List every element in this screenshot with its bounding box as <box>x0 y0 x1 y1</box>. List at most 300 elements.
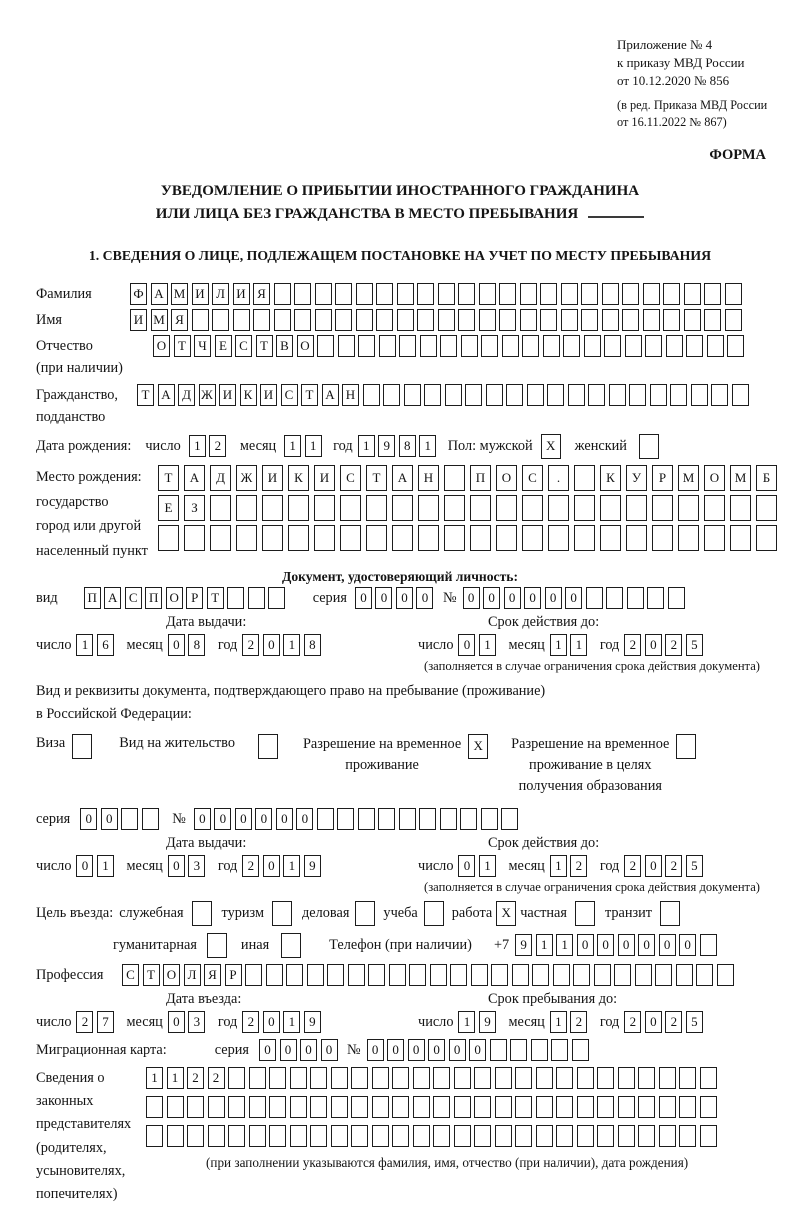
form-cell[interactable]: 0 <box>618 934 635 956</box>
form-cell[interactable] <box>515 1125 532 1147</box>
form-cell[interactable]: О <box>163 964 180 986</box>
form-cell[interactable]: 1 <box>283 855 300 877</box>
form-cell[interactable] <box>638 1067 655 1089</box>
form-cell[interactable]: П <box>470 465 491 491</box>
form-cell[interactable] <box>577 1125 594 1147</box>
form-cell[interactable] <box>208 1096 225 1118</box>
form-cell[interactable] <box>317 808 334 830</box>
form-cell[interactable] <box>756 495 777 521</box>
birth-day-cells[interactable] <box>189 435 230 457</box>
form-cell[interactable] <box>228 1096 245 1118</box>
form-cell[interactable]: 0 <box>375 587 392 609</box>
form-cell[interactable]: О <box>496 465 517 491</box>
form-cell[interactable]: А <box>151 283 168 305</box>
form-cell[interactable] <box>340 495 361 521</box>
form-cell[interactable] <box>609 384 626 406</box>
purpose-transit-checkbox[interactable] <box>660 901 680 926</box>
representatives-cells-row2[interactable] <box>146 1096 720 1118</box>
form-cell[interactable] <box>700 934 717 956</box>
form-cell[interactable] <box>392 1096 409 1118</box>
stay-year[interactable] <box>624 1011 706 1033</box>
surname-cells[interactable] <box>130 283 745 305</box>
stay-month[interactable] <box>550 1011 591 1033</box>
doc-kind-cells[interactable] <box>84 587 289 609</box>
form-cell[interactable] <box>573 964 590 986</box>
form-cell[interactable] <box>236 495 257 521</box>
form-cell[interactable]: С <box>340 465 361 491</box>
form-cell[interactable]: И <box>262 465 283 491</box>
form-cell[interactable]: Т <box>137 384 154 406</box>
form-cell[interactable] <box>397 309 414 331</box>
form-cell[interactable] <box>376 309 393 331</box>
form-cell[interactable]: С <box>125 587 142 609</box>
edu-residence-checkbox[interactable] <box>676 734 696 759</box>
birthplace-cells-row2[interactable] <box>158 495 782 521</box>
migration-number-cells[interactable] <box>367 1039 593 1061</box>
form-cell[interactable] <box>355 901 375 926</box>
form-cell[interactable]: М <box>151 309 168 331</box>
form-cell[interactable]: О <box>704 465 725 491</box>
form-cell[interactable] <box>409 964 426 986</box>
citizenship-cells[interactable] <box>137 384 752 406</box>
form-cell[interactable] <box>532 964 549 986</box>
form-cell[interactable]: Н <box>418 465 439 491</box>
purpose-official-checkbox[interactable] <box>192 901 212 926</box>
form-cell[interactable] <box>210 495 231 521</box>
form-cell[interactable] <box>536 1096 553 1118</box>
form-cell[interactable]: 0 <box>408 1039 425 1061</box>
form-cell[interactable] <box>418 525 439 551</box>
form-cell[interactable]: 0 <box>504 587 521 609</box>
form-cell[interactable] <box>700 1125 717 1147</box>
form-cell[interactable] <box>618 1067 635 1089</box>
form-cell[interactable] <box>663 283 680 305</box>
form-cell[interactable] <box>520 309 537 331</box>
form-cell[interactable] <box>574 525 595 551</box>
form-cell[interactable] <box>158 525 179 551</box>
profession-cells[interactable] <box>122 964 737 986</box>
form-cell[interactable]: Ч <box>194 335 211 357</box>
form-cell[interactable]: П <box>145 587 162 609</box>
form-cell[interactable]: X <box>496 901 516 926</box>
form-cell[interactable] <box>572 1039 589 1061</box>
form-cell[interactable] <box>274 283 291 305</box>
form-cell[interactable] <box>652 495 673 521</box>
visa-checkbox[interactable] <box>72 734 92 759</box>
doc-issue-day[interactable] <box>76 634 117 656</box>
form-cell[interactable] <box>383 384 400 406</box>
form-cell[interactable] <box>331 1125 348 1147</box>
representatives-cells-row3[interactable] <box>146 1125 720 1147</box>
form-cell[interactable]: 9 <box>304 1011 321 1033</box>
form-cell[interactable]: 0 <box>300 1039 317 1061</box>
form-cell[interactable] <box>522 525 543 551</box>
form-cell[interactable]: 0 <box>80 808 97 830</box>
form-cell[interactable] <box>638 1125 655 1147</box>
form-cell[interactable]: 1 <box>283 1011 300 1033</box>
form-cell[interactable] <box>363 384 380 406</box>
form-cell[interactable] <box>233 309 250 331</box>
form-cell[interactable] <box>454 1096 471 1118</box>
form-cell[interactable] <box>404 384 421 406</box>
form-cell[interactable]: 1 <box>305 435 322 457</box>
form-cell[interactable] <box>470 525 491 551</box>
form-cell[interactable]: 0 <box>168 1011 185 1033</box>
form-cell[interactable]: 2 <box>665 1011 682 1033</box>
form-cell[interactable]: 0 <box>524 587 541 609</box>
form-cell[interactable] <box>121 808 138 830</box>
form-cell[interactable] <box>340 525 361 551</box>
form-cell[interactable] <box>638 1096 655 1118</box>
form-cell[interactable]: 0 <box>276 808 293 830</box>
form-cell[interactable] <box>622 283 639 305</box>
entry-month[interactable] <box>168 1011 209 1033</box>
form-cell[interactable] <box>622 309 639 331</box>
form-cell[interactable] <box>481 335 498 357</box>
form-cell[interactable] <box>430 964 447 986</box>
form-cell[interactable]: 2 <box>76 1011 93 1033</box>
form-cell[interactable]: 0 <box>645 634 662 656</box>
form-cell[interactable] <box>438 309 455 331</box>
form-cell[interactable] <box>668 587 685 609</box>
form-cell[interactable]: Т <box>158 465 179 491</box>
form-cell[interactable]: Т <box>301 384 318 406</box>
form-cell[interactable] <box>418 495 439 521</box>
form-cell[interactable] <box>331 1067 348 1089</box>
form-cell[interactable]: 1 <box>550 634 567 656</box>
form-cell[interactable]: 0 <box>263 855 280 877</box>
form-cell[interactable] <box>577 1067 594 1089</box>
form-cell[interactable]: Р <box>652 465 673 491</box>
form-cell[interactable]: 1 <box>479 855 496 877</box>
form-cell[interactable] <box>561 309 578 331</box>
form-cell[interactable] <box>269 1125 286 1147</box>
form-cell[interactable]: Я <box>253 283 270 305</box>
form-cell[interactable] <box>495 1125 512 1147</box>
form-cell[interactable] <box>597 1096 614 1118</box>
form-cell[interactable] <box>460 808 477 830</box>
form-cell[interactable] <box>531 1039 548 1061</box>
form-cell[interactable] <box>433 1125 450 1147</box>
form-cell[interactable] <box>72 734 92 759</box>
purpose-private-checkbox[interactable] <box>575 901 595 926</box>
form-cell[interactable]: О <box>153 335 170 357</box>
form-cell[interactable] <box>376 283 393 305</box>
form-cell[interactable] <box>655 964 672 986</box>
form-cell[interactable]: Я <box>171 309 188 331</box>
form-cell[interactable]: А <box>158 384 175 406</box>
form-cell[interactable] <box>491 964 508 986</box>
form-cell[interactable]: 0 <box>545 587 562 609</box>
form-cell[interactable] <box>659 1067 676 1089</box>
form-cell[interactable]: З <box>184 495 205 521</box>
form-cell[interactable] <box>527 384 544 406</box>
form-cell[interactable] <box>581 283 598 305</box>
form-cell[interactable] <box>424 901 444 926</box>
form-cell[interactable]: И <box>233 283 250 305</box>
form-cell[interactable] <box>501 808 518 830</box>
form-cell[interactable] <box>351 1067 368 1089</box>
form-cell[interactable]: 0 <box>428 1039 445 1061</box>
form-cell[interactable]: 0 <box>449 1039 466 1061</box>
form-cell[interactable] <box>522 335 539 357</box>
form-cell[interactable]: 2 <box>570 855 587 877</box>
form-cell[interactable] <box>310 1067 327 1089</box>
form-cell[interactable]: Т <box>256 335 273 357</box>
form-cell[interactable] <box>253 309 270 331</box>
form-cell[interactable]: Р <box>186 587 203 609</box>
form-cell[interactable]: У <box>626 465 647 491</box>
residence-issue-day[interactable] <box>76 855 117 877</box>
form-cell[interactable] <box>536 1067 553 1089</box>
form-cell[interactable]: 0 <box>296 808 313 830</box>
form-cell[interactable]: И <box>192 283 209 305</box>
form-cell[interactable] <box>691 384 708 406</box>
form-cell[interactable] <box>540 309 557 331</box>
form-cell[interactable]: 2 <box>208 1067 225 1089</box>
form-cell[interactable]: 0 <box>263 634 280 656</box>
form-cell[interactable] <box>540 283 557 305</box>
entry-year[interactable] <box>242 1011 324 1033</box>
form-cell[interactable] <box>725 309 742 331</box>
purpose-other-checkbox[interactable] <box>281 933 301 958</box>
form-cell[interactable]: X <box>541 434 561 459</box>
form-cell[interactable] <box>602 309 619 331</box>
form-cell[interactable] <box>450 964 467 986</box>
form-cell[interactable]: Н <box>342 384 359 406</box>
form-cell[interactable] <box>268 587 285 609</box>
form-cell[interactable]: 2 <box>624 1011 641 1033</box>
form-cell[interactable] <box>522 495 543 521</box>
form-cell[interactable] <box>351 1125 368 1147</box>
form-cell[interactable] <box>444 495 465 521</box>
form-cell[interactable] <box>704 525 725 551</box>
form-cell[interactable] <box>512 964 529 986</box>
form-cell[interactable] <box>440 335 457 357</box>
form-cell[interactable]: Р <box>225 964 242 986</box>
form-cell[interactable] <box>266 964 283 986</box>
form-cell[interactable] <box>650 384 667 406</box>
form-cell[interactable]: К <box>288 465 309 491</box>
form-cell[interactable] <box>262 495 283 521</box>
form-cell[interactable]: 0 <box>679 934 696 956</box>
form-cell[interactable] <box>294 283 311 305</box>
form-cell[interactable] <box>563 335 580 357</box>
form-cell[interactable] <box>704 495 725 521</box>
form-cell[interactable]: 1 <box>358 435 375 457</box>
purpose-tourism-checkbox[interactable] <box>272 901 292 926</box>
form-cell[interactable] <box>338 335 355 357</box>
form-cell[interactable] <box>486 384 503 406</box>
form-cell[interactable] <box>413 1096 430 1118</box>
form-cell[interactable] <box>727 335 744 357</box>
form-cell[interactable] <box>515 1067 532 1089</box>
form-cell[interactable] <box>515 1096 532 1118</box>
form-cell[interactable] <box>286 964 303 986</box>
form-cell[interactable] <box>626 525 647 551</box>
form-cell[interactable] <box>210 525 231 551</box>
residence-valid-month[interactable] <box>550 855 591 877</box>
form-cell[interactable]: 1 <box>97 855 114 877</box>
form-cell[interactable]: 0 <box>597 934 614 956</box>
temp-residence-checkbox[interactable] <box>468 734 488 759</box>
form-cell[interactable] <box>272 901 292 926</box>
form-cell[interactable]: 2 <box>570 1011 587 1033</box>
form-cell[interactable] <box>335 309 352 331</box>
form-cell[interactable] <box>696 964 713 986</box>
form-cell[interactable] <box>249 1067 266 1089</box>
form-cell[interactable]: 0 <box>638 934 655 956</box>
form-cell[interactable] <box>399 808 416 830</box>
form-cell[interactable] <box>594 964 611 986</box>
form-cell[interactable]: 9 <box>378 435 395 457</box>
form-cell[interactable] <box>366 495 387 521</box>
form-cell[interactable]: Ж <box>199 384 216 406</box>
form-cell[interactable] <box>146 1125 163 1147</box>
form-cell[interactable]: 0 <box>259 1039 276 1061</box>
form-cell[interactable] <box>445 384 462 406</box>
form-cell[interactable] <box>602 283 619 305</box>
purpose-humanitarian-checkbox[interactable] <box>207 933 227 958</box>
form-cell[interactable] <box>574 495 595 521</box>
form-cell[interactable] <box>707 335 724 357</box>
form-cell[interactable] <box>167 1125 184 1147</box>
form-cell[interactable] <box>626 495 647 521</box>
form-cell[interactable] <box>227 587 244 609</box>
form-cell[interactable]: 8 <box>399 435 416 457</box>
form-cell[interactable]: 6 <box>97 634 114 656</box>
form-cell[interactable]: 0 <box>255 808 272 830</box>
form-cell[interactable] <box>290 1096 307 1118</box>
form-cell[interactable] <box>561 283 578 305</box>
form-cell[interactable] <box>588 384 605 406</box>
form-cell[interactable]: А <box>392 465 413 491</box>
form-cell[interactable]: 8 <box>304 634 321 656</box>
form-cell[interactable]: 1 <box>284 435 301 457</box>
form-cell[interactable] <box>711 384 728 406</box>
form-cell[interactable]: 0 <box>458 855 475 877</box>
residence-valid-year[interactable] <box>624 855 706 877</box>
form-cell[interactable]: 0 <box>355 587 372 609</box>
form-cell[interactable] <box>397 283 414 305</box>
form-cell[interactable] <box>290 1125 307 1147</box>
form-cell[interactable]: 3 <box>188 1011 205 1033</box>
form-cell[interactable] <box>730 525 751 551</box>
form-cell[interactable] <box>317 335 334 357</box>
form-cell[interactable] <box>358 335 375 357</box>
form-cell[interactable]: 0 <box>458 634 475 656</box>
form-cell[interactable] <box>499 283 516 305</box>
form-cell[interactable] <box>187 1096 204 1118</box>
form-cell[interactable]: Т <box>207 587 224 609</box>
form-cell[interactable] <box>479 283 496 305</box>
form-cell[interactable] <box>606 587 623 609</box>
phone-cells[interactable] <box>515 934 720 956</box>
form-cell[interactable] <box>643 309 660 331</box>
form-cell[interactable] <box>142 808 159 830</box>
form-cell[interactable] <box>315 309 332 331</box>
form-cell[interactable]: 2 <box>242 855 259 877</box>
form-cell[interactable] <box>678 525 699 551</box>
form-cell[interactable] <box>556 1067 573 1089</box>
form-cell[interactable] <box>679 1096 696 1118</box>
form-cell[interactable] <box>652 525 673 551</box>
form-cell[interactable]: Т <box>366 465 387 491</box>
form-cell[interactable]: Ж <box>236 465 257 491</box>
form-cell[interactable] <box>584 335 601 357</box>
form-cell[interactable] <box>717 964 734 986</box>
form-cell[interactable] <box>212 309 229 331</box>
form-cell[interactable] <box>413 1067 430 1089</box>
form-cell[interactable]: 0 <box>101 808 118 830</box>
form-cell[interactable] <box>372 1125 389 1147</box>
form-cell[interactable] <box>461 335 478 357</box>
form-cell[interactable]: С <box>281 384 298 406</box>
form-cell[interactable] <box>413 1125 430 1147</box>
form-cell[interactable] <box>315 283 332 305</box>
form-cell[interactable] <box>496 525 517 551</box>
form-cell[interactable] <box>192 309 209 331</box>
form-cell[interactable]: 2 <box>242 634 259 656</box>
form-cell[interactable]: 0 <box>483 587 500 609</box>
form-cell[interactable]: 9 <box>515 934 532 956</box>
form-cell[interactable]: 2 <box>665 634 682 656</box>
purpose-business-checkbox[interactable] <box>355 901 375 926</box>
form-cell[interactable]: 0 <box>469 1039 486 1061</box>
form-cell[interactable] <box>356 309 373 331</box>
form-cell[interactable]: 0 <box>396 587 413 609</box>
form-cell[interactable] <box>454 1125 471 1147</box>
form-cell[interactable] <box>294 309 311 331</box>
sex-male-checkbox[interactable] <box>541 434 561 459</box>
form-cell[interactable] <box>335 283 352 305</box>
stay-day[interactable] <box>458 1011 499 1033</box>
form-cell[interactable] <box>392 1125 409 1147</box>
form-cell[interactable]: 1 <box>419 435 436 457</box>
form-cell[interactable] <box>502 335 519 357</box>
form-cell[interactable] <box>556 1125 573 1147</box>
doc-issue-year[interactable] <box>242 634 324 656</box>
form-cell[interactable]: 0 <box>387 1039 404 1061</box>
form-cell[interactable]: 9 <box>479 1011 496 1033</box>
form-cell[interactable] <box>419 808 436 830</box>
form-cell[interactable]: 1 <box>167 1067 184 1089</box>
form-cell[interactable] <box>245 964 262 986</box>
form-cell[interactable] <box>228 1125 245 1147</box>
form-cell[interactable] <box>358 808 375 830</box>
form-cell[interactable] <box>600 525 621 551</box>
form-cell[interactable] <box>378 808 395 830</box>
form-cell[interactable]: 0 <box>321 1039 338 1061</box>
form-cell[interactable] <box>597 1125 614 1147</box>
form-cell[interactable]: С <box>235 335 252 357</box>
form-cell[interactable] <box>192 901 212 926</box>
form-cell[interactable]: А <box>322 384 339 406</box>
form-cell[interactable] <box>392 495 413 521</box>
form-cell[interactable] <box>479 309 496 331</box>
form-cell[interactable] <box>327 964 344 986</box>
form-cell[interactable]: 1 <box>550 855 567 877</box>
form-cell[interactable]: О <box>297 335 314 357</box>
form-cell[interactable] <box>249 1096 266 1118</box>
form-cell[interactable] <box>627 587 644 609</box>
form-cell[interactable] <box>577 1096 594 1118</box>
form-cell[interactable] <box>704 309 721 331</box>
form-cell[interactable]: 5 <box>686 1011 703 1033</box>
form-cell[interactable] <box>471 964 488 986</box>
form-cell[interactable] <box>551 1039 568 1061</box>
form-cell[interactable] <box>659 1125 676 1147</box>
